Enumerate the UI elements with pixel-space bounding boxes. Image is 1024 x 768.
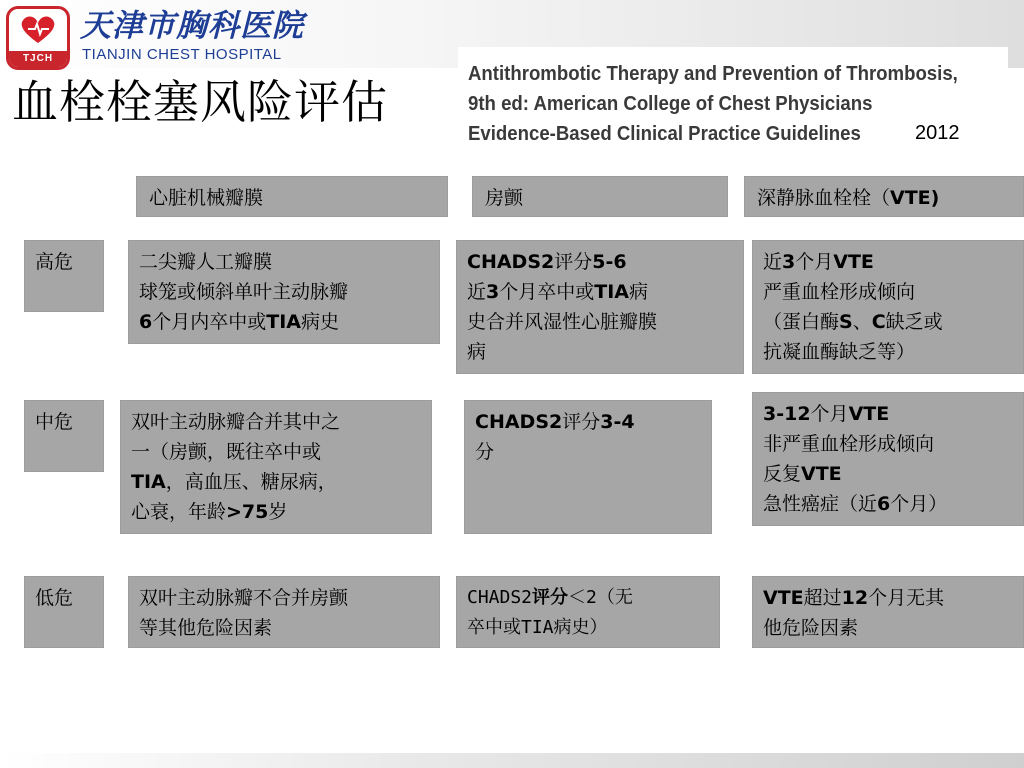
- column-header-atrial-fibrillation: 房颤: [472, 176, 728, 217]
- slide-title: 血栓栓塞风险评估: [12, 75, 388, 129]
- logo-label: TJCH: [9, 51, 67, 67]
- heart-icon: [18, 15, 58, 45]
- column-header-vte: 深静脉血栓栓（VTE): [744, 176, 1024, 217]
- column-header-mechanical-valve: 心脏机械瓣膜: [136, 176, 448, 217]
- hospital-name-en: TIANJIN CHEST HOSPITAL: [82, 46, 282, 63]
- risk-level-low: 低危: [24, 576, 104, 648]
- high-risk-af-cell: CHADS2评分5-6 近3个月卒中或TIA病 史合并风湿性心脏瓣膜 病: [456, 240, 744, 374]
- risk-level-medium: 中危: [24, 400, 104, 472]
- medium-risk-vte-cell: 3-12个月VTE 非严重血栓形成倾向 反复VTE 急性癌症（近6个月）: [752, 392, 1024, 526]
- low-risk-vte-cell: VTE超过12个月无其 他危险因素: [752, 576, 1024, 648]
- medium-risk-valve-cell: 双叶主动脉瓣合并其中之 一（房颤，既往卒中或 TIA，高血压、糖尿病， 心衰，年龄>75岁: [120, 400, 432, 534]
- reference-line-2: 9th ed: American College of Chest Physicians: [468, 93, 873, 115]
- medium-risk-af-cell: CHADS2评分3-4 分: [464, 400, 712, 534]
- high-risk-valve-cell: 二尖瓣人工瓣膜 球笼或倾斜单叶主动脉瓣 6个月内卒中或TIA病史: [128, 240, 440, 344]
- reference-text: [468, 59, 958, 149]
- low-risk-valve-cell: 双叶主动脉瓣不合并房颤 等其他危险因素: [128, 576, 440, 648]
- reference-line-1: Antithrombotic Therapy and Prevention of Thrombosis,: [468, 63, 958, 85]
- bottom-gradient-band: [0, 753, 1024, 768]
- low-risk-af-cell: CHADS2评分＜2（无 卒中或TIA病史）: [456, 576, 720, 648]
- high-risk-vte-cell: 近3个月VTE 严重血栓形成倾向 （蛋白酶S、C缺乏或 抗凝血酶缺乏等）: [752, 240, 1024, 374]
- risk-level-high: 高危: [24, 240, 104, 312]
- hospital-name-cn: 天津市胸科医院: [80, 8, 304, 44]
- hospital-logo: [6, 6, 70, 70]
- reference-line-3: Evidence-Based Clinical Practice Guidelines: [468, 123, 861, 145]
- reference-year: 2012: [915, 122, 960, 144]
